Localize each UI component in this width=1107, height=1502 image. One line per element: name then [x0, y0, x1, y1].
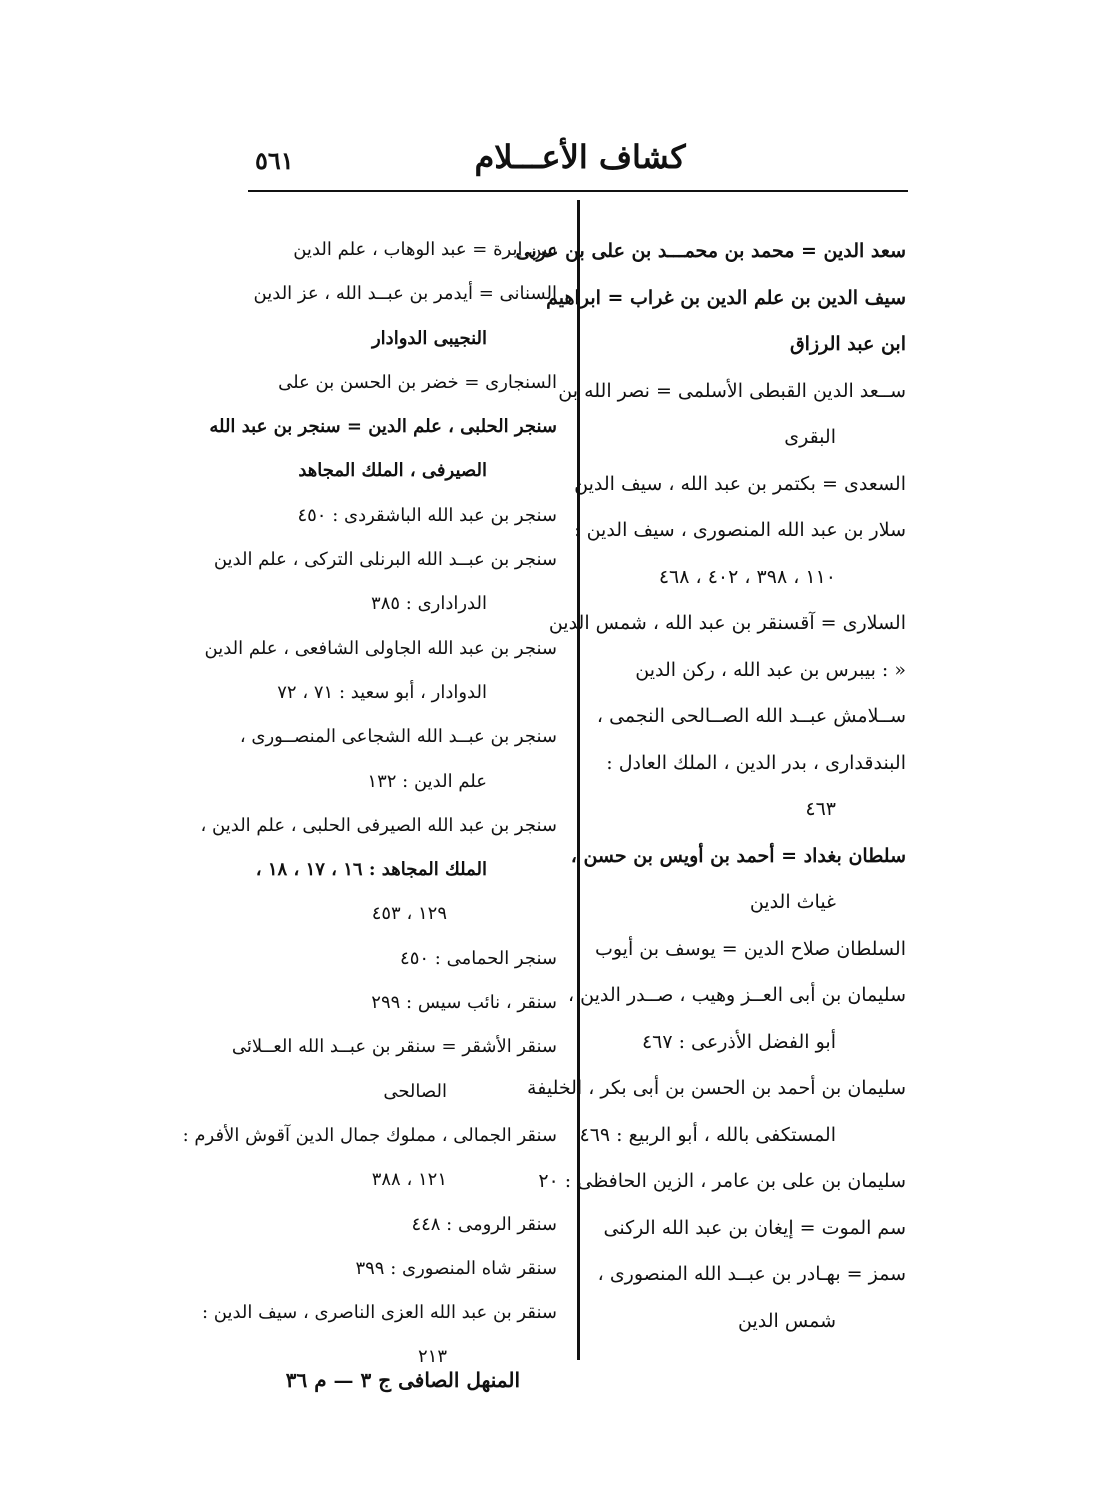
index-line: السلطان صلاح الدين = يوسف بن أيوب [594, 937, 906, 960]
index-line: السنانى = أيدمر بن عبــد الله ، عز الدين [253, 283, 557, 305]
index-line: سنقر الرومى : ٤٤٨ [411, 1213, 557, 1235]
index-line: شمس الدين [738, 1309, 836, 1332]
index-line: ســلامش عبــد الله الصــالحى النجمى ، [596, 705, 906, 727]
index-line: سنقر الجمالى ، مملوك جمال الدين آقوش الأفرم : [182, 1124, 557, 1146]
left-column [182, 228, 557, 1380]
index-line: سنجر بن عبد الله الجاولى الشافعى ، علم الدين [204, 637, 557, 659]
index-line: البقرى [784, 426, 836, 448]
index-line: ١٢٩ ، ٤٥٣ [371, 903, 447, 925]
index-line: سيف الدين بن علم الدين بن غراب = ابراهيم [546, 286, 906, 309]
page-number: ٥٦١ [255, 146, 294, 175]
index-line: الصيرفى ، الملك المجاهد [298, 460, 487, 482]
index-line: سم الموت = إيغان بن عبد الله الركنى [603, 1216, 906, 1239]
index-line: ١٢١ ، ٣٨٨ [371, 1169, 447, 1191]
index-line: سلار بن عبد الله المنصورى ، سيف الدين : [574, 519, 906, 541]
footer-signature: المنهل الصافى ج ٣ — م ٣٦ [285, 1368, 520, 1392]
index-line: سنقر ، نائب سيس : ٢٩٩ [371, 992, 557, 1014]
index-line: سنقر بن عبد الله العزى الناصرى ، سيف الدين : [201, 1302, 557, 1324]
index-line: سنجر بن عبــد الله البرنلى التركى ، علم الدين [213, 549, 557, 571]
index-line: الدرادارى : ٣٨٥ [371, 593, 487, 615]
right-column [515, 228, 906, 1344]
index-line: سن إبرة = عبد الوهاب ، علم الدين [293, 239, 557, 260]
page-title: كشاف الأعـــلام [474, 138, 686, 176]
index-line: غياث الدين [749, 891, 836, 913]
index-line: علم الدين : ١٣٢ [367, 770, 487, 792]
index-line: المستكفى بالله ، أبو الربيع : ٤٦٩ [579, 1123, 836, 1146]
index-line: سنجر الحمامى : ٤٥٠ [400, 947, 557, 969]
index-line: سنجر بن عبد الله الباشقردى : ٤٥٠ [297, 504, 557, 526]
header-rule [248, 190, 908, 192]
index-line: النجيبى الدوادار [371, 327, 487, 349]
index-line: سليمان بن على بن عامر ، الزين الحافظى : ٢٠ [538, 1170, 906, 1192]
index-line: سنجر بن عبد الله الصيرفى الحلبى ، علم الدين ، [200, 814, 557, 836]
index-line: البندقدارى ، بدر الدين ، الملك العادل : [606, 751, 906, 774]
index-line: سمز = بهـادر بن عبــد الله المنصورى ، [597, 1263, 906, 1285]
index-line: السلارى = آقسنقر بن عبد الله ، شمس الدين [548, 612, 906, 634]
index-line: ابن عبد الرزاق [789, 333, 906, 355]
index-line: أبو الفضل الأذرعى : ٤٦٧ [641, 1030, 836, 1053]
index-line: سعد الدين = محمد بن محمـــد بن على بن عربى [515, 240, 906, 262]
index-line: سنقر الأشقر = سنقر بن عبــد الله العــلائى [231, 1036, 557, 1058]
index-line: سليمان بن أحمد بن الحسن بن أبى بكر ، الخليفة [527, 1077, 906, 1099]
index-line: السنجارى = خضر بن الحسن بن على [278, 371, 557, 393]
index-line: ٢١٣ [417, 1346, 447, 1368]
index-line: الدوادار ، أبو سعيد : ٧١ ، ٧٢ [277, 681, 487, 703]
index-line: سنجر الحلبى ، علم الدين = سنجر بن عبد الله [209, 416, 557, 438]
index-line: « : بيبرس بن عبد الله ، ركن الدين [635, 658, 906, 681]
index-line: ٤٦٣ [805, 798, 836, 820]
index-line: سليمان بن أبى العــز وهيب ، صــدر الدين ، [567, 984, 906, 1006]
index-line: سنقر شاه المنصورى : ٣٩٩ [355, 1257, 557, 1279]
index-line: سلطان بغداد = أحمد بن أويس بن حسن ، [570, 844, 906, 867]
index-line: الملك المجاهد : ١٦ ، ١٧ ، ١٨ ، [255, 859, 487, 881]
index-line: السعدى = بكتمر بن عبد الله ، سيف الدين [574, 472, 906, 495]
index-line: سنجر بن عبــد الله الشجاعى المنصــورى ، [239, 726, 557, 748]
index-line: الصالحى [383, 1080, 447, 1102]
index-line: ١١٠ ، ٣٩٨ ، ٤٠٢ ، ٤٦٨ [658, 565, 836, 588]
index-line: ســعد الدين القبطى الأسلمى = نصر الله بن [558, 379, 906, 402]
